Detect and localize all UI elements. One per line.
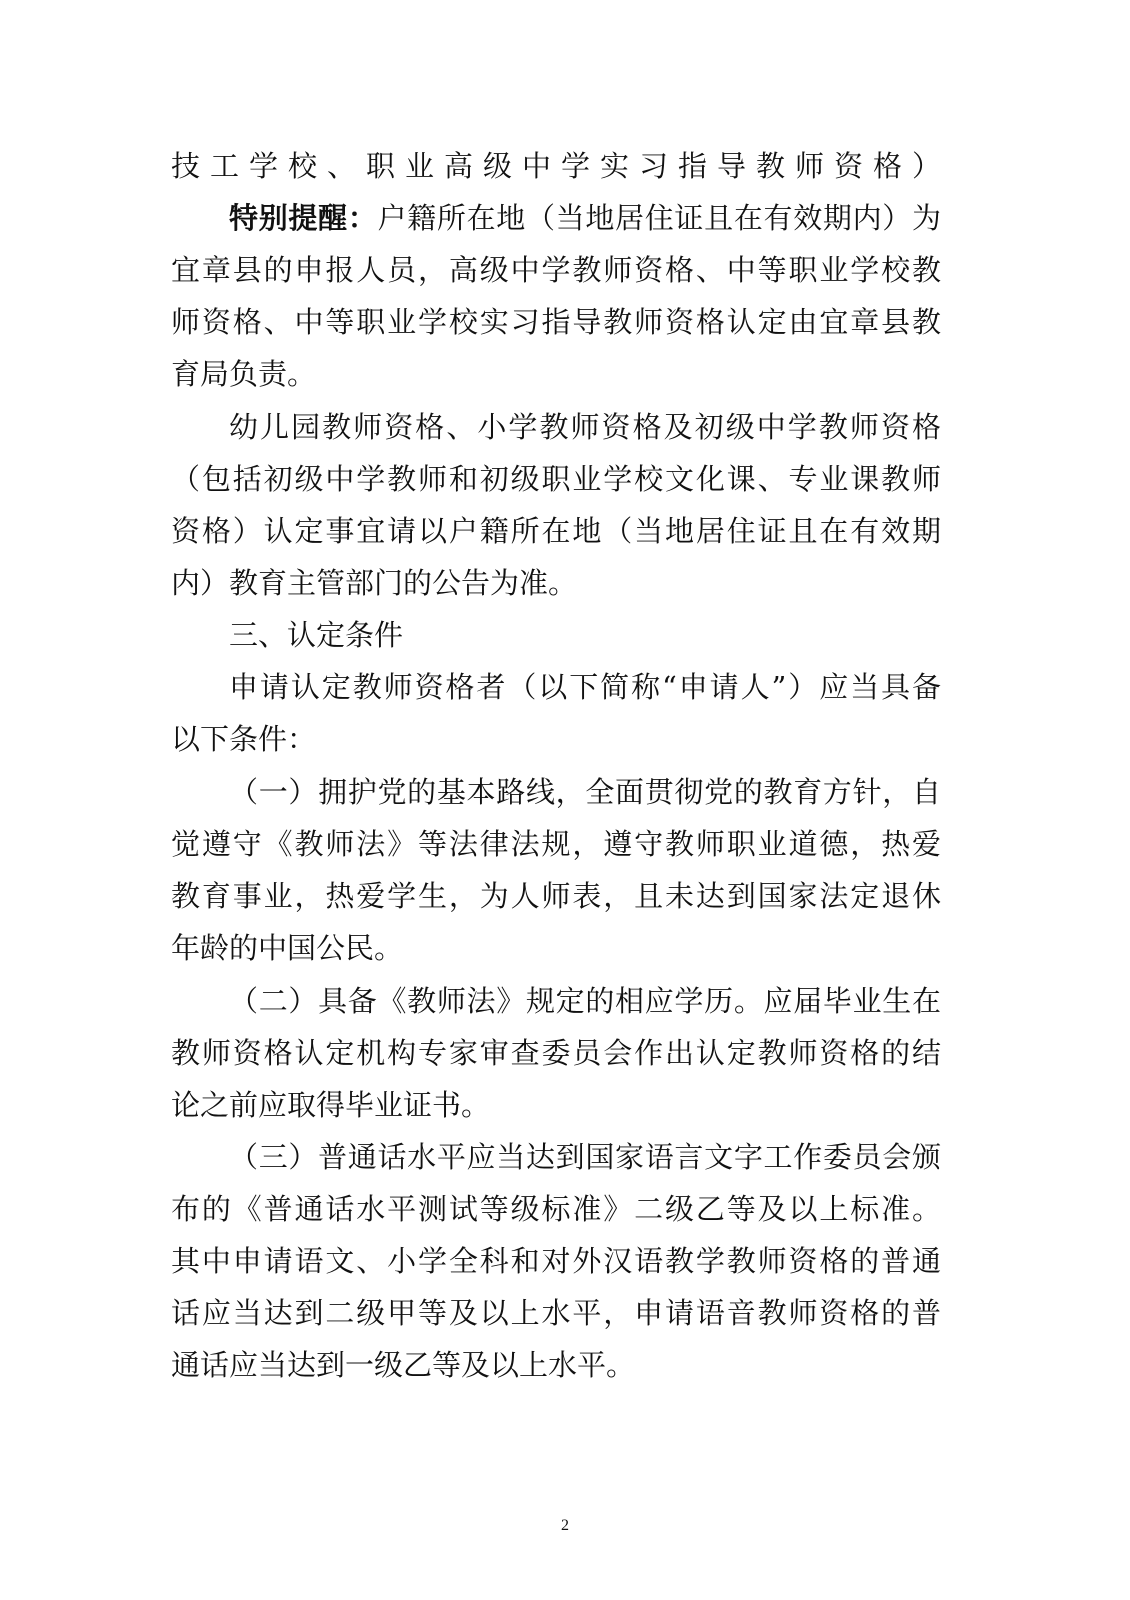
paragraph-line: （二）具备《教师法》规定的相应学历。应届毕业生在 xyxy=(229,984,941,1018)
special-reminder-text: 户籍所在地（当地居住证且在有效期内）为 xyxy=(377,201,941,235)
paragraph-line: 宜章县的申报人员，高级中学教师资格、中等职业学校教 xyxy=(171,253,941,287)
section-heading: 三、认定条件 xyxy=(229,618,404,652)
paragraph-line: （一）拥护党的基本路线，全面贯彻党的教育方针，自 xyxy=(229,775,941,809)
paragraph-line: 其中申请语文、小学全科和对外汉语教学教师资格的普通 xyxy=(171,1244,941,1278)
paragraph-line: 论之前应取得毕业证书。 xyxy=(171,1088,491,1122)
paragraph-line: 教育事业，热爱学生，为人师表，且未达到国家法定退休 xyxy=(171,879,941,913)
paragraph-line: 资格）认定事宜请以户籍所在地（当地居住证且在有效期 xyxy=(171,514,941,548)
paragraph-line: 话应当达到二级甲等及以上水平，申请语音教师资格的普 xyxy=(171,1296,941,1330)
paragraph-line: 师资格、中等职业学校实习指导教师资格认定由宜章县教 xyxy=(171,305,941,339)
paragraph-line: 申请认定教师资格者（以下简称“申请人”）应当具备 xyxy=(229,670,941,704)
paragraph-line: 觉遵守《教师法》等法律法规，遵守教师职业道德，热爱 xyxy=(171,827,941,861)
paragraph-line: 布的《普通话水平测试等级标准》二级乙等及以上标准。 xyxy=(171,1192,941,1226)
paragraph-line: 内）教育主管部门的公告为准。 xyxy=(171,566,578,600)
page-number: 2 xyxy=(561,1517,569,1534)
paragraph-line: （三）普通话水平应当达到国家语言文字工作委员会颁 xyxy=(229,1140,941,1174)
paragraph-line: （包括初级中学教师和初级职业学校文化课、专业课教师 xyxy=(171,462,941,496)
paragraph-line: 育局负责。 xyxy=(171,357,317,391)
paragraph-line: 年龄的中国公民。 xyxy=(171,931,404,965)
special-reminder-line xyxy=(229,199,941,237)
special-reminder-label: 特别提醒： xyxy=(229,201,378,235)
paragraph-line: 技工学校、职业高级中学实习指导教师资格） xyxy=(171,149,941,183)
paragraph-line: 教师资格认定机构专家审查委员会作出认定教师资格的结 xyxy=(171,1036,941,1070)
paragraph-line: 以下条件： xyxy=(171,722,317,756)
paragraph-line: 幼儿园教师资格、小学教师资格及初级中学教师资格 xyxy=(229,410,941,444)
paragraph-line: 通话应当达到一级乙等及以上水平。 xyxy=(171,1348,636,1382)
